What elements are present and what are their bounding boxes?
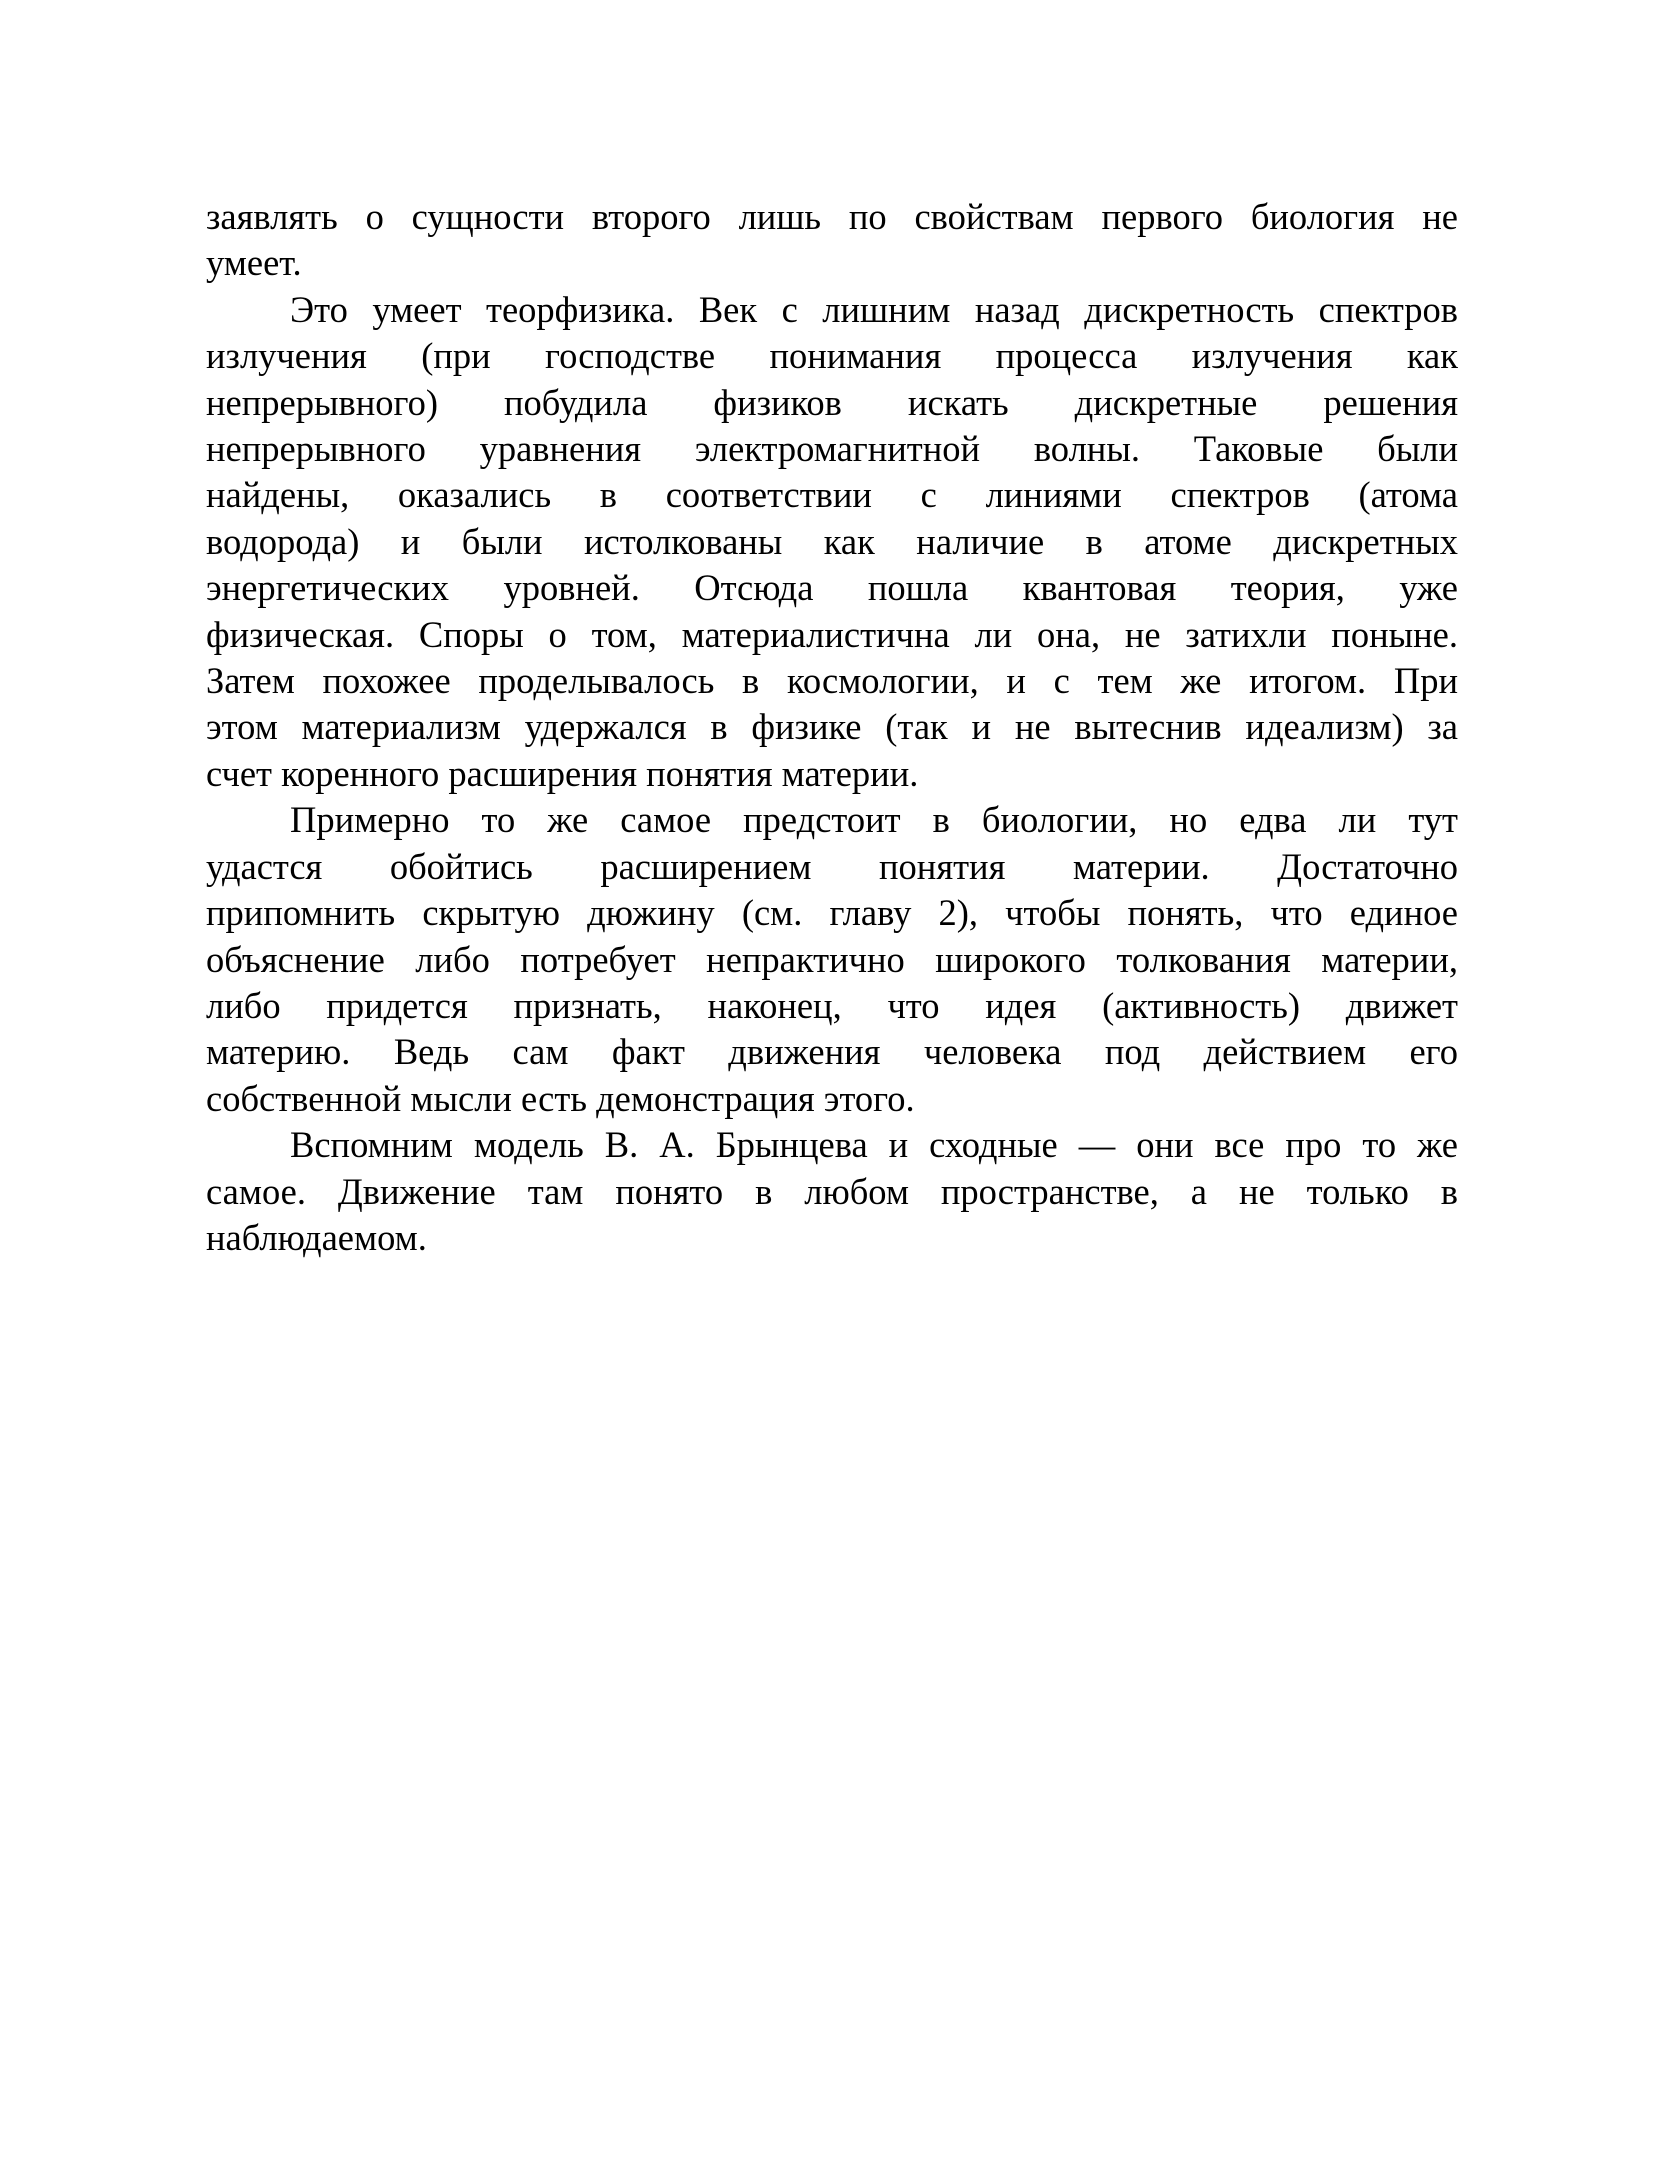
text-line: физическая. Споры о том, материалистична ли она, не затихли поныне. — [206, 613, 1458, 655]
text-line: Затем похожее проделывалось в космологии, и с тем же итогом. При — [206, 660, 1458, 702]
paragraph — [206, 287, 1458, 797]
text-line: Примерно то же самое предстоит в биологии, но едва ли тут — [290, 799, 1458, 841]
text-line: энергетических уровней. Отсюда пошла квантовая теория, уже — [206, 567, 1458, 609]
text-line: самое. Движение там понято в любом пространстве, а не только в — [206, 1170, 1458, 1212]
text-line: заявлять о сущности второго лишь по свойствам первого биология не — [206, 196, 1458, 237]
paragraph — [206, 194, 1458, 287]
text-line: Это умеет теорфизика. Век с лишним назад дискретность спектров — [290, 288, 1458, 330]
text-line: собственной мысли есть демонстрация этого. — [206, 1077, 915, 1119]
text-line: Вспомним модель В. А. Брынцева и сходные — они все про то же — [290, 1124, 1458, 1166]
text-line: непрерывного уравнения электромагнитной волны. Таковые были — [206, 428, 1458, 470]
text-line: удастся обойтись расширением понятия материи. Достаточно — [206, 845, 1458, 887]
text-line: непрерывного) побудила физиков искать дискретные решения — [206, 381, 1458, 423]
text-line: умеет. — [206, 242, 302, 284]
text-block — [206, 194, 1458, 1261]
text-line: либо придется признать, наконец, что идея (активность) движет — [206, 984, 1458, 1026]
text-line: наблюдаемом. — [206, 1216, 427, 1258]
text-line: излучения (при господстве понимания процесса излучения как — [206, 335, 1458, 377]
text-line: объяснение либо потребует непрактично широкого толкования материи, — [206, 938, 1458, 980]
text-line: этом материализм удержался в физике (так и не вытеснив идеализм) за — [206, 706, 1458, 748]
text-line: материю. Ведь сам факт движения человека под действием его — [206, 1031, 1458, 1073]
text-line: водорода) и были истолкованы как наличие в атоме дискретных — [206, 520, 1458, 562]
paragraph — [206, 797, 1458, 1122]
paragraph — [206, 1122, 1458, 1261]
text-line: припомнить скрытую дюжину (см. главу 2), чтобы понять, что единое — [206, 892, 1458, 934]
text-line: найдены, оказались в соответствии с линиями спектров (атома — [206, 474, 1458, 516]
text-line: счет коренного расширения понятия материи. — [206, 752, 919, 794]
